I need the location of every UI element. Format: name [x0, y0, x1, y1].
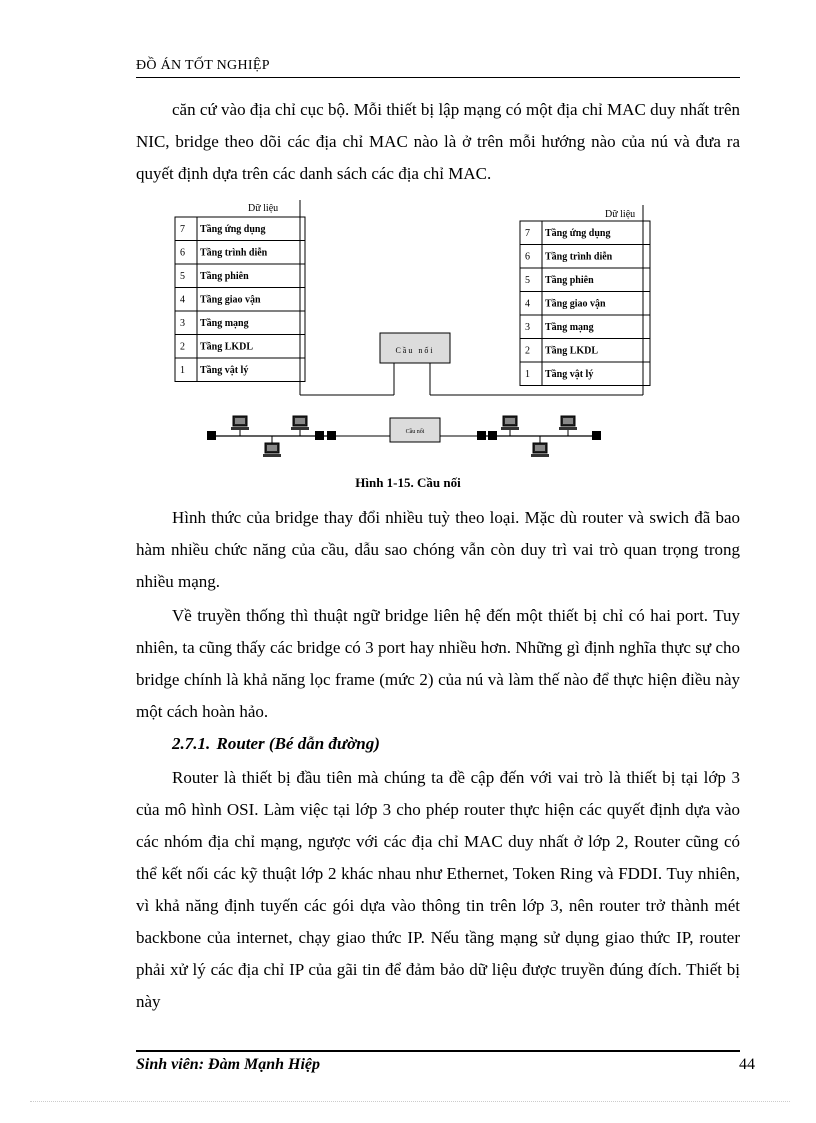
right-layer-num-7: 7	[525, 228, 530, 239]
right-layer-row-4	[520, 292, 650, 316]
right-layer-row-1	[520, 362, 650, 386]
left-layer-row-5	[175, 264, 305, 288]
bridge-figure	[0, 195, 816, 495]
paragraph-1: căn cứ vào địa chỉ cục bộ. Mỗi thiết bị lập mạng có một địa chỉ MAC duy nhất trên NIC, bridge theo dõi các địa chỉ MAC nào là ở trên mỗi hướng nào của nú và đưa ra quyết định dựa trên các danh sách các địa chỉ MAC.	[136, 100, 740, 183]
right-layer-name-4: Tầng giao vận	[545, 298, 606, 310]
left-layer-name-7: Tầng ứng dụng	[200, 224, 266, 235]
left-data-label: Dữ liệu	[248, 203, 279, 214]
left-layer-row-1	[175, 358, 305, 382]
document-header: ĐỒ ÁN TỐT NGHIỆP	[136, 58, 270, 73]
right-layer-num-1: 1	[525, 369, 530, 380]
left-layer-row-3	[175, 311, 305, 335]
left-layer-row-2	[175, 335, 305, 359]
right-layer-row-5	[520, 268, 650, 292]
left-layer-name-4: Tầng giao vận	[200, 294, 261, 306]
right-osi-stack	[430, 205, 650, 395]
left-layer-num-3: 3	[180, 318, 185, 329]
terminator-right-2	[488, 431, 497, 440]
computer-icon-1	[231, 416, 249, 436]
computer-icon-5	[559, 416, 577, 436]
paragraph-4: Router là thiết bị đầu tiên mà chúng ta đề cập đến với vai trò là thiết bị tại lớp 3 của mô hình OSI. Làm việc tại lớp 3 cho phép router thực hiện các quyết định dựa vào các nhóm địa chỉ mạng, ngược với các địa chỉ MAC duy nhất ở lớp 2, Router cũng có thể kết nối các kỹ thuật lớp 2 khác nhau như Ethernet, Token Ring và FDDI. Tuy nhiên, vì khả năng định tuyến các gói dựa vào thông tin trên lớp 3, nên router trở thành mét backbone của internet, chạy giao thức IP. Nếu tầng mạng sử dụng giao thức IP, router phải xử lý các địa chỉ IP của gãi tin để đảm bảo dữ liệu được truyền đúng đích. Thiết bị này	[136, 768, 740, 1011]
left-layer-num-7: 7	[180, 224, 185, 235]
left-layer-row-6	[175, 241, 305, 265]
right-layer-num-2: 2	[525, 345, 530, 357]
footer-student: Sinh viên: Đàm Mạnh Hiệp	[136, 1056, 321, 1073]
computer-icon-2	[291, 416, 309, 436]
right-layer-num-3: 3	[525, 322, 530, 333]
right-layer-row-7	[520, 221, 650, 245]
left-layer-num-2: 2	[180, 341, 185, 353]
right-layer-num-6: 6	[525, 251, 530, 263]
page-number: 44	[739, 1056, 755, 1073]
section-title: Router (Bé dẫn đường)	[216, 734, 380, 753]
left-osi-stack	[175, 200, 394, 395]
terminator-left-3	[327, 431, 336, 440]
right-layer-num-4: 4	[525, 298, 530, 310]
left-layer-name-5: Tầng phiên	[200, 271, 249, 282]
section-heading	[172, 734, 380, 754]
left-layer-name-1: Tầng vật lý	[200, 365, 249, 376]
right-layer-name-6: Tầng trình diễn	[545, 251, 613, 263]
left-layer-row-4	[175, 288, 305, 312]
terminator-left-1	[207, 431, 216, 440]
right-layer-row-2	[520, 339, 650, 363]
right-layer-name-7: Tầng ứng dụng	[545, 228, 611, 239]
right-layer-name-3: Tầng mạng	[545, 322, 594, 333]
computer-icon-6	[531, 436, 549, 457]
page-bottom-dotted-line	[30, 1101, 790, 1102]
terminator-left-2	[315, 431, 324, 440]
right-layer-num-5: 5	[525, 275, 530, 286]
left-layer-row-7	[175, 217, 305, 241]
terminator-right-1	[477, 431, 486, 440]
bridge-label: Cầu nối	[395, 346, 435, 355]
header-divider	[136, 77, 740, 78]
bottom-bridge-label: Cầu nối	[405, 429, 425, 435]
footer-divider	[136, 1050, 740, 1052]
section-number: 2.7.1.	[172, 734, 211, 753]
right-layer-name-2: Tầng LKDL	[545, 345, 599, 357]
left-layer-name-3: Tầng mạng	[200, 318, 249, 329]
left-layer-num-5: 5	[180, 271, 185, 282]
left-layer-name-6: Tầng trình diễn	[200, 247, 268, 259]
left-layer-num-1: 1	[180, 365, 185, 376]
left-layer-name-2: Tầng LKDL	[200, 341, 254, 353]
paragraph-3: Về truyền thống thì thuật ngữ bridge liên hệ đến một thiết bị chỉ có hai port. Tuy nhiên, ta cũng thấy các bridge có 3 port hay nhiều hơn. Những gì định nghĩa thực sự cho bridge chính là khả năng lọc frame (mức 2) của nú và làm thế nào để thực hiện điều này một cách hoàn hảo.	[136, 606, 740, 721]
right-layer-name-5: Tầng phiên	[545, 275, 594, 286]
left-layer-num-6: 6	[180, 247, 185, 259]
right-layer-row-6	[520, 245, 650, 269]
left-layer-num-4: 4	[180, 294, 185, 306]
network-topology	[207, 416, 601, 457]
computer-icon-4	[501, 416, 519, 436]
terminator-right-3	[592, 431, 601, 440]
bridge-device	[380, 333, 450, 395]
paragraph-2: Hình thức của bridge thay đổi nhiều tuỳ theo loại. Mặc dù router và swich đã bao hàm nhiều chức năng của cầu, dẫu sao chóng vẫn còn duy trì vai trò quan trọng trong nhiều mạng.	[136, 508, 740, 591]
right-layer-name-1: Tầng vật lý	[545, 369, 594, 380]
right-layer-row-3	[520, 315, 650, 339]
bridge-diagram	[0, 195, 816, 495]
right-data-label: Dữ liệu	[605, 209, 636, 220]
figure-caption: Hình 1-15. Cầu nối	[355, 475, 461, 490]
computer-icon-3	[263, 436, 281, 457]
